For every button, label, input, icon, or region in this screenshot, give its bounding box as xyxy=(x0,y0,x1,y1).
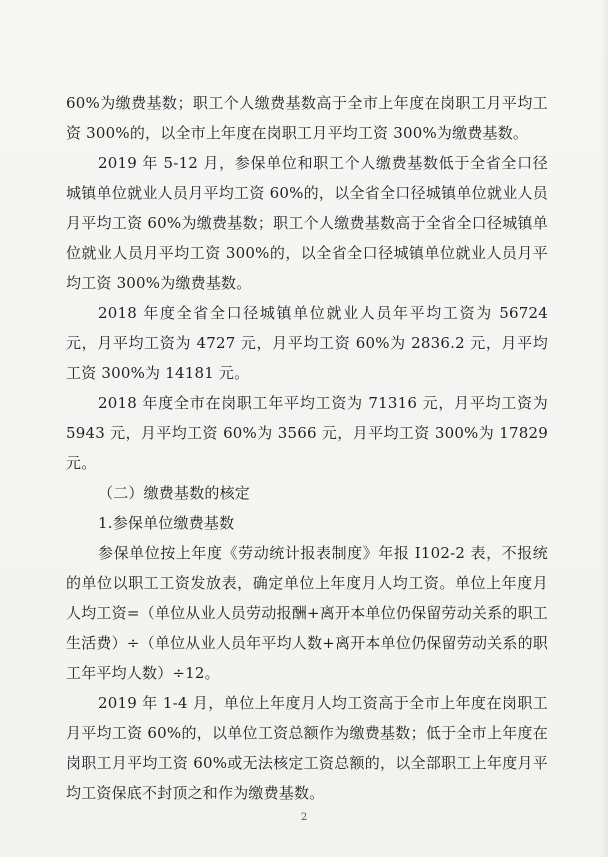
page-edge-shadow xyxy=(600,0,608,857)
subsection-heading-employer-base: 1.参保单位缴费基数 xyxy=(98,514,235,532)
paragraph-2019-jan-apr: 2019 年 1-4 月，单位上年度月人均工资高于全市上年度在岗职工月平均工资 60%的，以单位工资总额作为缴费基数；低于全市上年度在岗职工月平均工资 60%或无法核定工资总额的，以全部职工上年度月平均工资保底不封顶之和作为缴费基数。 xyxy=(66,694,548,802)
document-body xyxy=(66,88,548,808)
paragraph-contribution-cap: 60%为缴费基数；职工个人缴费基数高于全市上年度在岗职工月平均工资 300%的，以全市上年度在岗职工月平均工资 300%为缴费基数。 xyxy=(66,94,548,142)
paragraph-2019-may-dec: 2019 年 5-12 月，参保单位和职工个人缴费基数低于全省全口径城镇单位就业人员月平均工资 60%的，以全省全口径城镇单位就业人员月平均工资 60%为缴费基数；职工个人缴费基数高于全省全口径城镇单位就业人员月平均工资 300%的，以全省全口径城镇单位就业人员月平均工资 300%为缴费基数。 xyxy=(66,154,548,292)
paragraph-employer-wage-calculation: 参保单位按上年度《劳动统计报表制度》年报 I102-2 表，不报统的单位以职工工资发放表，确定单位上年度月人均工资。单位上年度月人均工资=（单位从业人员劳动报酬+离开本单位仍保留劳动关系的职工生活费）÷（单位从业人员年平均人数+离开本单位仍保留劳动关系的职工年平均人数）÷12。 xyxy=(66,544,548,682)
paragraph-2018-city-wage: 2018 年度全市在岗职工年平均工资为 71316 元，月平均工资为 5943 元，月平均工资 60%为 3566 元，月平均工资 300%为 17829 元。 xyxy=(66,394,548,472)
page-number: 2 xyxy=(300,812,308,823)
section-heading-base-verification: （二）缴费基数的核定 xyxy=(98,484,251,502)
paragraph-2018-province-wage: 2018 年度全省全口径城镇单位就业人员年平均工资为 56724 元，月平均工资为 4727 元，月平均工资 60%为 2836.2 元，月平均工资 300%为 14181 元。 xyxy=(66,304,548,382)
